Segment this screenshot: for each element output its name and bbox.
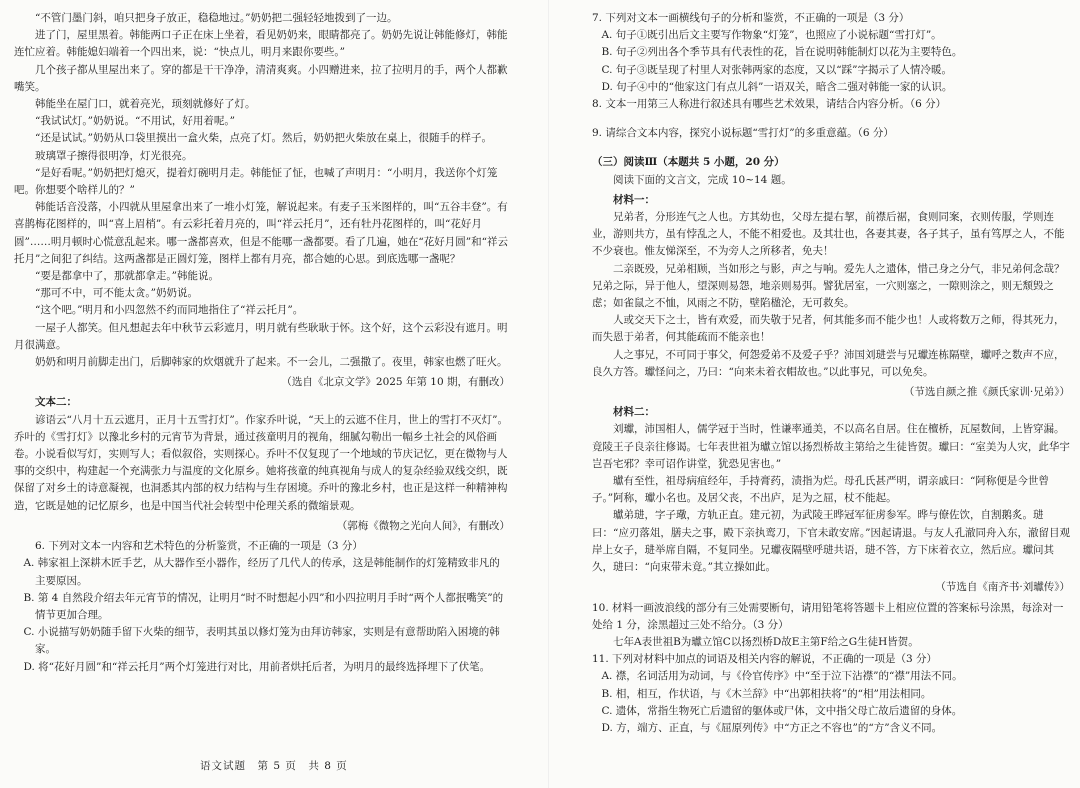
question-6-option: B. 第 4 自然段介绍去年元宵节的情况，让明月“时不时想起小四”和小四拉明月手时“两个人都抿嘴笑”的情节更加合理。 [23,591,504,621]
story-paragraph: “那可不中，可不能太贪。”奶奶说。 [35,287,198,300]
story-paragraph: “是好看呢。”奶奶把灯熄灭，提着灯碗明月走。韩能怔了怔，也喊了声明月：“小明月，我送你个灯笼吧。你想要个啥样儿的？” [14,166,498,197]
question-7-stem: 7. 下列对文本一画横线句子的分析和鉴赏，不正确的一项是（3 分） [592,12,910,24]
question-7-option: C. 句子③既呈现了村里人对张韩两家的态度，又以“踩”字揭示了人情冷暖。 [601,63,953,76]
story-paragraph: 玻璃罩子擦得很明净，灯光很亮。 [35,149,193,162]
question-9: 9. 请综合文本内容，探究小说标题“雪打灯”的多重意蕴。（6 分） [592,127,894,140]
question-11-option: D. 方，端方、正直，与《屈原列传》中“方正之不容也”的“方”含义不同。 [601,721,943,734]
source-citation: （郭梅《微物之光向人间》，有删改） [336,519,510,532]
source-citation: （节选自颜之推《颜氏家训·兄弟》） [903,386,1070,399]
story-paragraph: 韩能话音没落，小四就从里屋拿出来了一堆小灯笼，解说起来。有麦子玉米图样的，叫“五谷丰登”。有喜鹊梅花图样的，叫“喜上眉梢”。有云彩托着月亮的，叫“祥云托月”，还有牡丹花图样的，叫“花好月圆”……明月顿时心慌意乱起来。哪一盏都喜欢，但是不能哪一盏都要。看了几遍，她在“花好月圆”和“祥云托月”之间犯了纠结。这两盏都是正圆灯笼，图样上都有月亮，都合她的心思。到底选哪一盏呢？ [14,201,508,265]
question-11-option: B. 相，相互，作状语，与《木兰辞》中“出郭相扶将”的“相”用法相同。 [601,687,932,700]
material-1-paragraph: 兄弟者，分形连气之人也。方其幼也，父母左提右挈，前襟后裾，食则同案，衣则传服，学则连业，游则共方，虽有悖乱之人，不能不相爱也。及其壮也，各妻其妻，各子其子，虽有笃厚之人，不能不少衰也。惟友悌深至，不为旁人之所移者，免夫！ [592,211,1065,258]
question-6-option: C. 小说描写奶奶随手留下火柴的细节，表明其虽以修灯笼为由拜访韩家，实则是有意帮助陷入困境的韩家。 [23,626,500,656]
section-3-heading: （三）阅读Ⅲ（本题共 5 小题，20 分） [592,156,785,169]
question-11-stem: 11. 下列对材料中加点的词语及相关内容的解说，不正确的一项是（3 分） [592,653,938,666]
story-paragraph: “我试试灯。”奶奶说。“不用试，好用着呢。” [35,115,235,128]
story-paragraph: “要是都拿中了，那就都拿走。”韩能说。 [35,270,219,283]
section-3-intro: 阅读下面的文言文，完成 10~14 题。 [613,173,792,186]
material-1-paragraph: 二亲既殁，兄弟相顾，当如形之与影，声之与响。爱先人之遗体，惜己身之分气，非兄弟何念哉？兄弟之际，异于他人，望深则易怨，地亲则易弭。譬犹居室，一穴则塞之，一隙则涂之，则无颓毁之虑；如雀鼠之不恤，风雨之不防，壁陷楹沦，无可救矣。 [592,262,1065,310]
material-1-paragraph: 人之事兄，不可同于事父，何怨爱弟不及爱子乎？沛国刘琎尝与兄瓛连栋隔壁，瓛呼之数声不应，良久方答。瓛怪问之，乃曰：“向来未着衣帽故也。”以此事兄，可以免矣。 [592,348,1065,378]
material-2-paragraph: 刘瓛，沛国相人，儒学冠于当时，性谦率通美，不以高名自居。住在檀桥，瓦屋数间，上皆穿漏。竟陵王子良亲往修谒。七年表世祖为瓛立馆以扬烈桥故主第给之生徒皆贺。瓛曰：“室美为人灾，此华宇岂吾宅邪？幸可诏作讲堂，犹恐见害也。” [592,423,1070,470]
question-6-stem: 6. 下列对文本一内容和艺术特色的分析鉴赏，不正确的一项是（3 分） [35,540,363,553]
story-paragraph: “不管门墨门斜，咱只把身子放正，稳稳地过。”奶奶把二强轻轻地拨到了一边。 [35,12,398,24]
story-paragraph: “还是试试。”奶奶从口袋里摸出一盒火柴，点亮了灯。然后，奶奶把火柴放在桌上，很随手的样子。 [35,132,492,145]
question-7-option: B. 句子②列出各个季节具有代表性的花，旨在说明韩能制灯以花为主要特色。 [601,46,963,59]
page-footer: 语文试题 第 5 页 共 8 页 [200,760,348,772]
story-paragraph: 进了门，屋里黑着。韩能两口子正在床上坐着，看见奶奶来，眼睛都亮了。奶奶先说让韩能修灯，韩能连忙应着。韩能媳妇端着一个四出来，说：“快点儿，明月来跟你要些。” [14,29,508,59]
material-2-paragraph: 瓛弟琎，字子璥，方轨正直。建元初，为武陵王晔冠军征虏参军。晔与僚佐饮，自割鹅炙。琎曰：“应刃落俎，膳夫之事，殿下亲执鸾刀，下官未敢安席。”因起请退。与友人孔澈同舟入东，澈留目观岸上女子，琎举席自隔，不复同坐。兄瓛夜隔壁呼琎共语，琎不答，方下床着衣立，然后应。瓛问其久，琎曰：“向束带未竟。”其立操如此。 [592,509,1070,574]
material-1-heading: 材料一： [613,193,655,206]
question-8: 8. 文本一用第三人称进行叙述具有哪些艺术效果，请结合内容分析。（6 分） [592,98,947,111]
source-citation: （节选自《南齐书·刘瓛传》） [935,581,1070,594]
material-2-heading: 材料二： [613,406,655,419]
right-page [592,10,1070,737]
story-paragraph: “这个吧。”明月和小四忽然不约而同地指住了“祥云托月”。 [35,304,304,317]
question-6-option: D. 将“花好月圆”和“祥云托月”两个灯笼进行对比，用前者烘托后者，为明月的最终选择埋下了伏笔。 [23,660,491,673]
left-page [14,10,510,676]
question-11-option: A. 襟，名词活用为动词，与《伶官传序》中“至于泣下沾襟”的“襟”用法不同。 [601,670,963,683]
story-paragraph: 几个孩子都从里屋出来了。穿的都是干干净净，清清爽爽。小四赠进来，拉了拉明月的手，两个人都歉嘴笑。 [14,63,508,93]
text2-heading: 文本二： [35,396,77,409]
question-10-sentence: 七年A表世祖B为瓛立馆C以扬烈桥D故E主第F给之G生徒H皆贺。 [613,635,919,648]
material-2-paragraph: 瓛有至性，祖母病疽经年，手持膏药，渍指为烂。母孔氏甚严明，谓亲戚曰：“阿称便是今世曾子。”阿称，瓛小名也。及居父丧，不出庐，足为之屈，杖不能起。 [592,475,1049,505]
question-7-option: D. 句子④中的“他家这门有点儿斜”一语双关，暗含二强对韩能一家的认识。 [601,80,953,93]
question-6-option: A. 韩家祖上深耕木匠手艺，从大器作至小器作，经历了几代人的传承，这是韩能制作的灯笼精致非凡的主要原因。 [23,557,500,587]
question-11-option: C. 遗体，常指生物死亡后遗留的躯体或尸体，文中指父母亡故后遗留的身体。 [601,704,963,717]
story-paragraph: 奶奶和明月前脚走出门，后脚韩家的炊烟就升了起来。不一会儿，二强撒了。夜里，韩家也燃了旺火。 [35,356,508,369]
story-paragraph: 韩能坐在屋门口，就着亮光，顼刻就修好了灯。 [35,98,256,111]
page-gutter [548,0,549,788]
text2-paragraph: 谚语云“八月十五云遮月，正月十五雪打灯”。作家乔叶说，“天上的云遮不住月，世上的雪打不灭灯”。乔叶的《雪打灯》以豫北乡村的元宵节为背景，通过孩童明月的视角，细腻勾勒出一幅乡土社会的风俗画卷。小说看似写灯，实则写人；看似叙俗，实则探心。乔叶不仅复现了一个地域的节庆记忆，更在微物与人事的交织中，构建起一个充满张力与温度的文化原乡。她将孩童的纯真视角与成人的复杂经验双线交织，既保留了对乡土的诗意凝视，也洞悉其内部的权力结构与生存困境。乔叶的豫北乡村，也正是这样一种精神构造，它既是她的记忆原乡，也是中国当代社会转型中伦理关系的微缩景观。 [14,413,508,512]
question-7-option: A. 句子①既引出后文主要写作物象“灯笼”，也照应了小说标题“雪打灯”。 [601,29,942,42]
question-10-stem: 10. 材料一画波浪线的部分有三处需要断句，请用铅笔将答题卡上相应位置的答案标号涂黑，每涂对一处给 1 分，涂黑超过三处不给分。（3 分） [592,601,1064,631]
source-citation: （选自《北京文学》2025 年第 10 期，有删改） [281,376,510,389]
material-1-paragraph: 人或交天下之士，皆有欢爱，而失敬于兄者，何其能多而不能少也！人或将数万之师，得其死力，而失恩于弟者，何其能疏而不能亲也！ [592,314,1065,344]
story-paragraph: 一屋子人都笑。但凡想起去年中秋节云彩遮月，明月就有些耿耿于怀。这个好，这个云彩没有遮月。明月很满意。 [14,321,508,351]
